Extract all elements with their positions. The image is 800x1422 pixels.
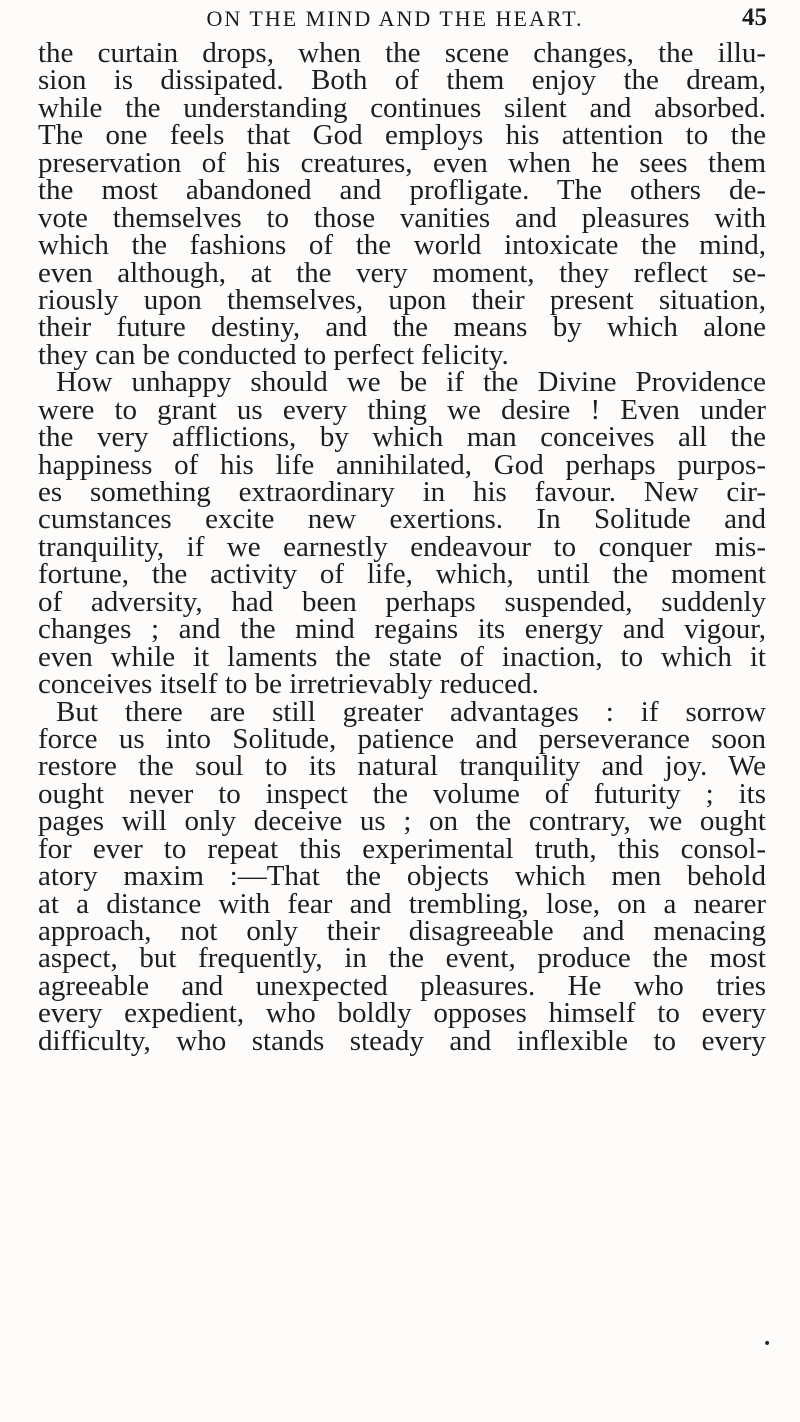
body-text [38, 37, 766, 1057]
text-line: while the understanding continues silent and absorbed. [38, 91, 766, 124]
text-line: approach, not only their disagreeable and menacing [38, 915, 766, 947]
text-line: happiness of his life annihilated, God perhaps purpos- [38, 448, 766, 481]
text-line: tranquility, if we earnestly endeavour to conquer mis- [38, 530, 766, 563]
text-line: aspect, but frequently, in the event, produce the most [38, 942, 766, 975]
text-line: vote themselves to those vanities and pleasures with [38, 201, 766, 234]
text-line: the curtain drops, when the scene changes, the illu- [38, 37, 766, 69]
text-line: the very afflictions, by which man conceives all the [38, 421, 766, 454]
text-line: But there are still greater advantages : if sorrow [56, 695, 766, 728]
text-line: fortune, the activity of life, which, until the moment [38, 558, 766, 591]
text-line: riously upon themselves, upon their present situation, [38, 283, 766, 316]
text-line: of adversity, had been perhaps suspended, suddenly [38, 585, 766, 618]
text-line: agreeable and unexpected pleasures. He who tries [38, 969, 766, 1002]
text-line: preservation of his creatures, even when he sees them [38, 146, 766, 179]
text-line: their future destiny, and the means by which alone [38, 311, 766, 344]
text-line: even while it laments the state of inaction, to which it [38, 640, 766, 673]
text-line: they can be conducted to perfect felicity. [38, 338, 509, 371]
text-line: changes ; and the mind regains its energy and vigour, [38, 613, 766, 646]
text-line: every expedient, who boldly opposes himself to every [38, 997, 766, 1030]
text-line: for ever to repeat this experimental truth, this consol- [38, 832, 766, 865]
text-line: even although, at the very moment, they reflect se- [38, 256, 766, 289]
text-line: which the fashions of the world intoxicate the mind, [38, 229, 766, 262]
text-line: atory maxim :—That the objects which men behold [38, 860, 766, 893]
page-number: 45 [742, 4, 767, 31]
text-line: sion is dissipated. Both of them enjoy the dream, [38, 64, 766, 97]
text-line: The one feels that God employs his attention to the [38, 119, 766, 152]
text-line: conceives itself to be irretrievably reduced. [38, 668, 539, 701]
ink-speck: • [763, 1336, 772, 1352]
text-line: were to grant us every thing we desire ! Even under [38, 393, 766, 426]
text-line: cumstances excite new exertions. In Solitude and [38, 503, 766, 536]
text-line: force us into Solitude, patience and perseverance soon [38, 722, 766, 755]
text-line: How unhappy should we be if the Divine Providence [56, 366, 766, 399]
text-line: ought never to inspect the volume of futurity ; its [38, 777, 766, 810]
text-line: the most abandoned and profligate. The others de- [38, 174, 766, 207]
text-line: difficulty, who stands steady and inflexible to every [38, 1024, 766, 1057]
text-line: at a distance with fear and trembling, lose, on a nearer [38, 887, 766, 920]
text-line: es something extraordinary in his favour. New cir- [38, 476, 766, 508]
running-head: ON THE MIND AND THE HEART. [206, 6, 584, 31]
text-line: pages will only deceive us ; on the contrary, we ought [38, 805, 766, 838]
text-line: restore the soul to its natural tranquility and joy. We [38, 750, 766, 783]
